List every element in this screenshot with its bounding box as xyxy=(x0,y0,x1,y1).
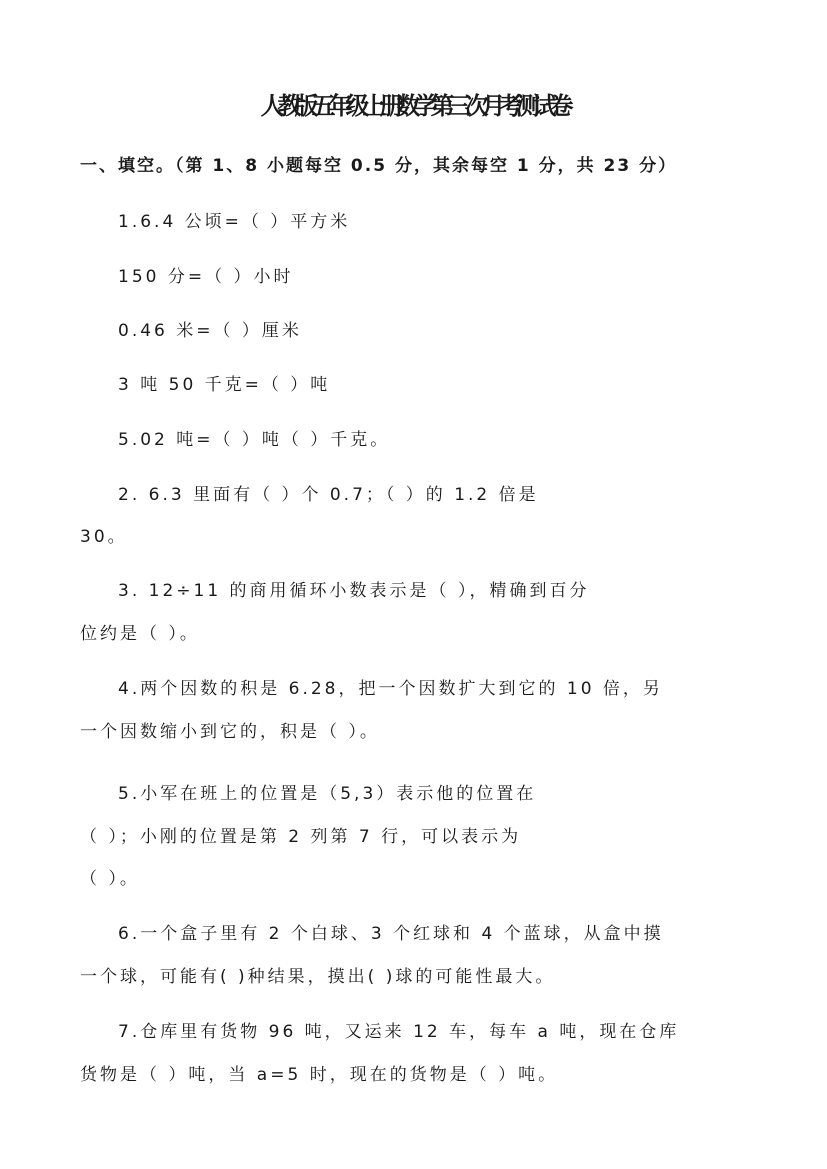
question-2-line-1: 2. 6.3 里面有（ ）个 0.7；（ ）的 1.2 倍是 xyxy=(118,485,539,505)
question-1-line-2: 150 分=（ ）小时 xyxy=(118,267,294,287)
question-7-line-1: 7.仓库里有货物 96 吨，又运来 12 车，每车 a 吨，现在仓库 xyxy=(118,1022,680,1042)
question-5-line-1: 5.小军在班上的位置是（5,3）表示他的位置在 xyxy=(118,784,537,804)
question-5-line-3: （ ）。 xyxy=(80,869,140,889)
question-7-line-2: 货物是（ ）吨，当 a=5 时，现在的货物是（ ）吨。 xyxy=(80,1065,559,1085)
question-1-line-4: 3 吨 50 千克=（ ）吨 xyxy=(118,375,331,395)
question-4-line-1: 4.两个因数的积是 6.28，把一个因数扩大到它的 10 倍，另 xyxy=(118,679,663,699)
question-3-line-1: 3. 12÷11 的商用循环小数表示是（ ），精确到百分 xyxy=(118,581,590,601)
question-1-line-3: 0.46 米=（ ）厘米 xyxy=(118,321,302,341)
question-1-line-5: 5.02 吨=（ ）吨（ ）千克。 xyxy=(118,430,391,450)
question-2-line-2: 30。 xyxy=(80,527,128,547)
page-title: 人教版五年级上册数学第三次月考测试卷 xyxy=(260,91,567,120)
question-5-line-2: （ ）；小刚的位置是第 2 列第 7 行，可以表示为 xyxy=(80,827,522,847)
question-4-line-2: 一个因数缩小到它的，积是（ ）。 xyxy=(80,722,380,742)
question-1-line-1: 1.6.4 公顷=（ ）平方米 xyxy=(118,212,351,232)
question-6-line-1: 6.一个盒子里有 2 个白球、3 个红球和 4 个蓝球，从盒中摸 xyxy=(118,924,664,944)
question-6-line-2: 一个球，可能有( )种结果，摸出( )球的可能性最大。 xyxy=(80,967,556,987)
section-heading: 一、填空。（第 1、8 小题每空 0.5 分，其余每空 1 分，共 23 分） xyxy=(80,156,678,176)
question-3-line-2: 位约是（ ）。 xyxy=(80,624,200,644)
